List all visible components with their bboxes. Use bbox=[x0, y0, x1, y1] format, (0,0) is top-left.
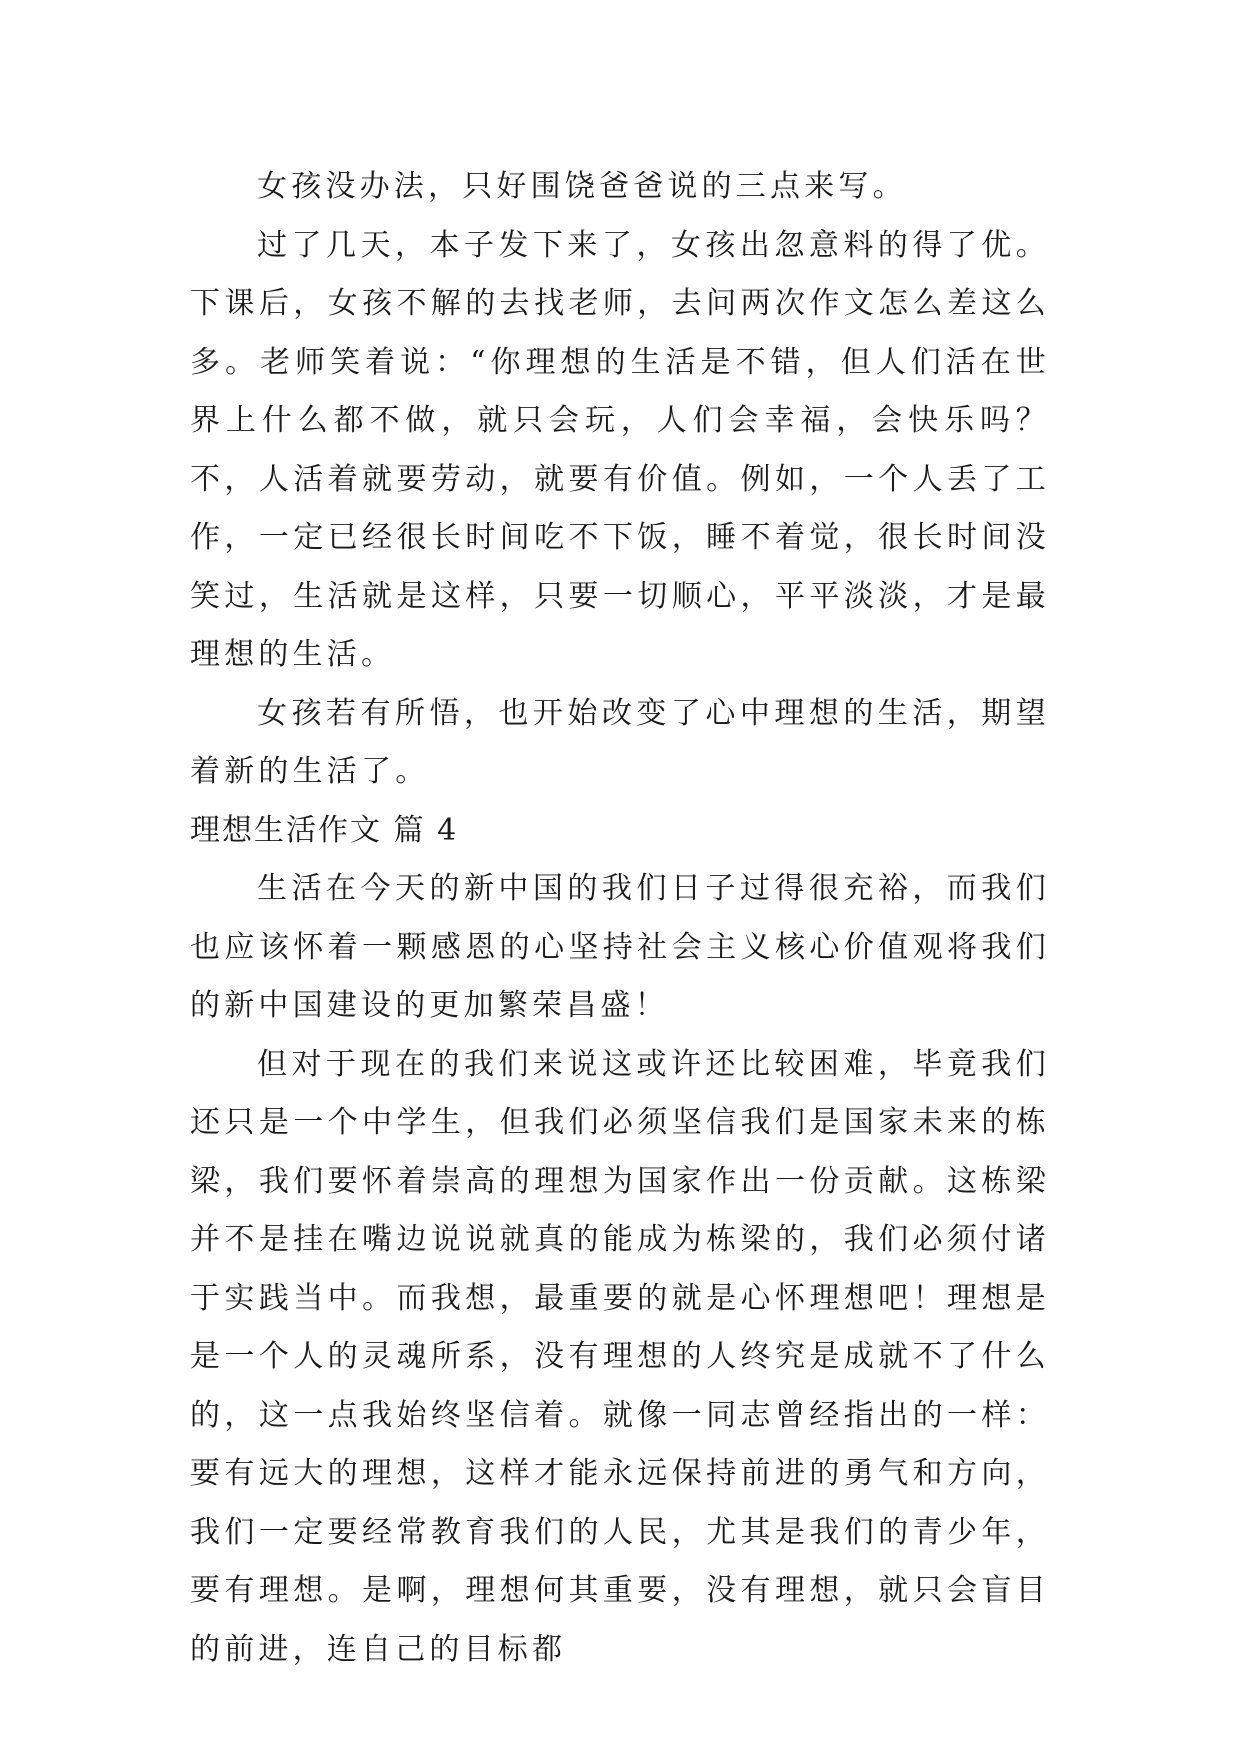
document-page bbox=[190, 158, 1050, 1679]
paragraph: 过了几天，本子发下来了，女孩出忽意料的得了优。下课后，女孩不解的去找老师，去问两次作文怎么差这么多。老师笑着说：“你理想的生活是不错，但人们活在世界上什么都不做，就只会玩，人们会幸福，会快乐吗？不，人活着就要劳动，就要有价值。例如，一个人丢了工作，一定已经很长时间吃不下饭，睡不着觉，很长时间没笑过，生活就是这样，只要一切顺心，平平淡淡，才是最理想的生活。 bbox=[190, 227, 1050, 672]
paragraph: 女孩没办法，只好围饶爸爸说的三点来写。 bbox=[257, 169, 907, 204]
paragraph: 生活在今天的新中国的我们日子过得很充裕，而我们也应该怀着一颗感恩的心坚持社会主义核心价值观将我们的新中国建设的更加繁荣昌盛！ bbox=[190, 871, 1050, 1023]
paragraph: 女孩若有所悟，也开始改变了心中理想的生活，期望着新的生活了。 bbox=[190, 695, 1050, 789]
section-title: 理想生活作文 篇 4 bbox=[190, 812, 459, 848]
paragraph: 但对于现在的我们来说这或许还比较困难，毕竟我们还只是一个中学生，但我们必须坚信我们是国家未来的栋梁，我们要怀着崇高的理想为国家作出一份贡献。这栋梁并不是挂在嘴边说说就真的能成为栋梁的，我们必须付诸于实践当中。而我想，最重要的就是心怀理想吧！理想是是一个人的灵魂所系，没有理想的人终究是成就不了什么的，这一点我始终坚信着。就像一同志曾经指出的一样：要有远大的理想，这样才能永远保持前进的勇气和方向，我们一定要经常教育我们的人民，尤其是我们的青少年，要有理想。是啊，理想何其重要，没有理想，就只会盲目的前进，连自己的目标都 bbox=[190, 1046, 1050, 1667]
